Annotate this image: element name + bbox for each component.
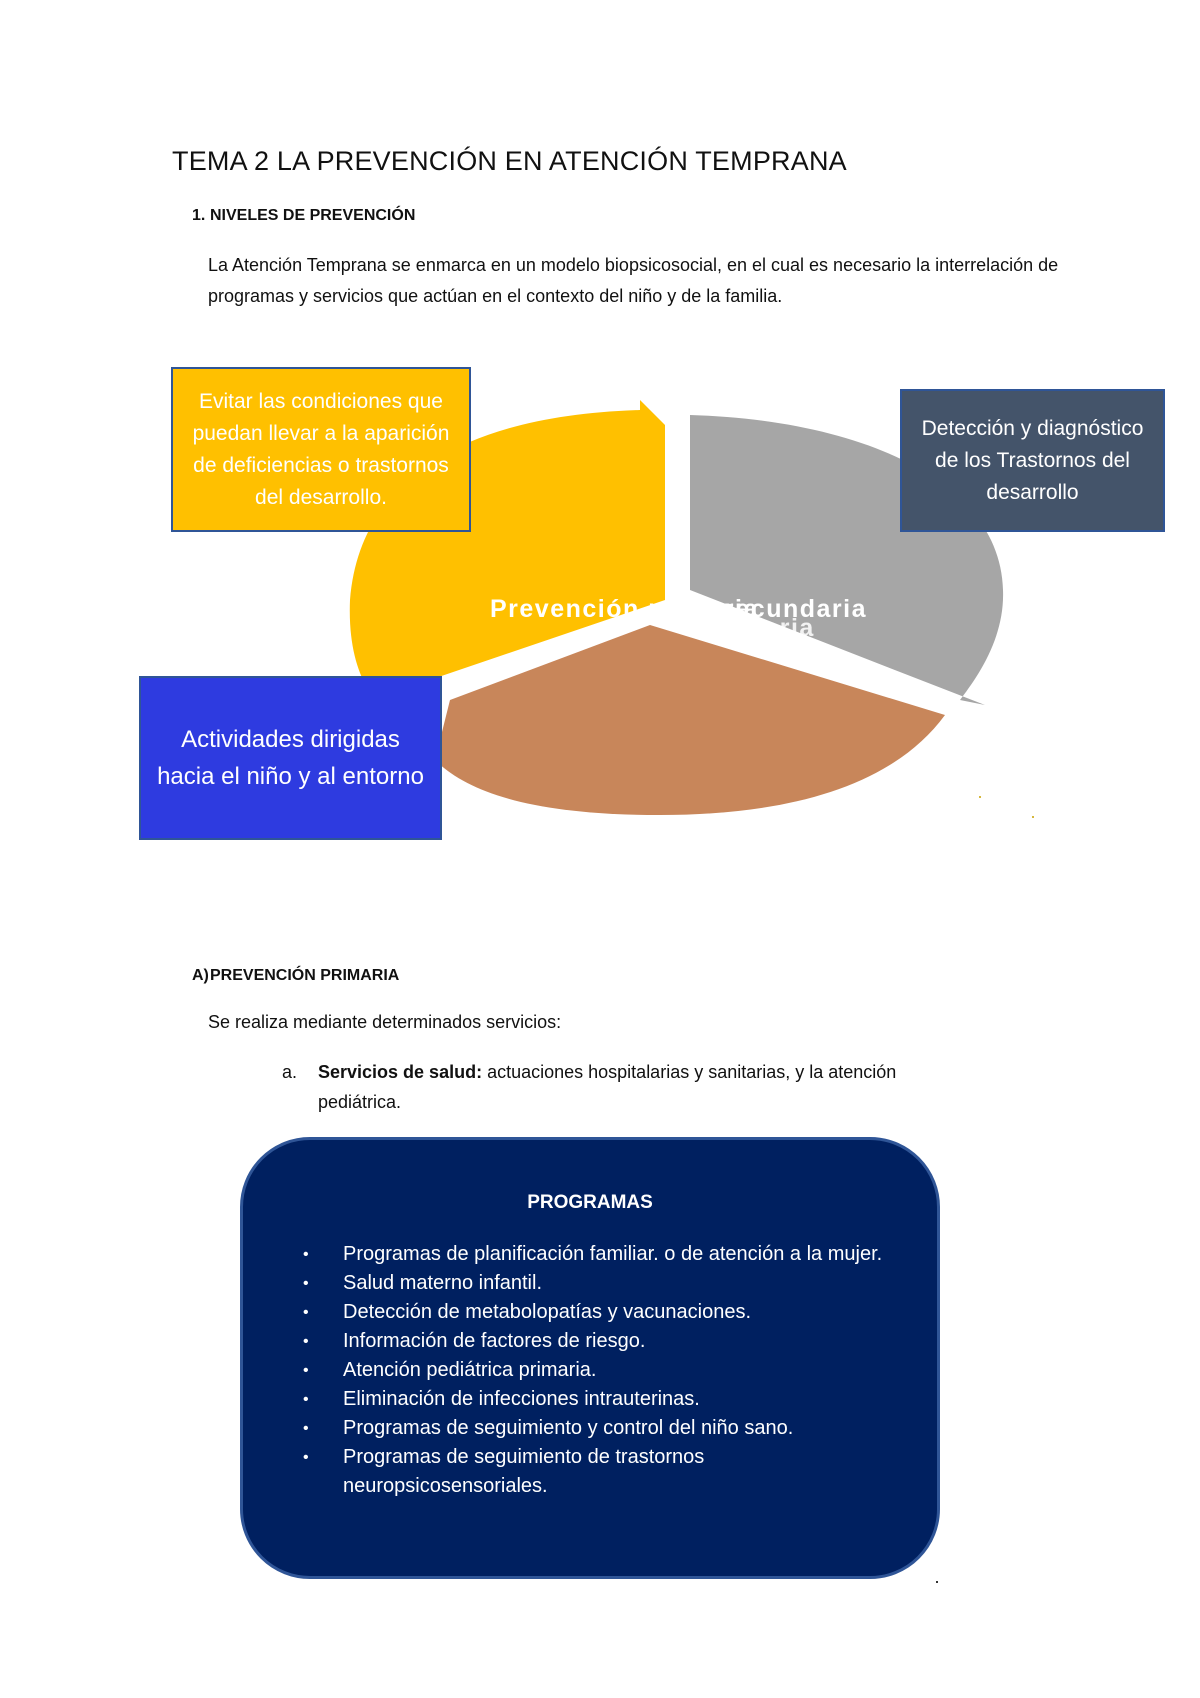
decorative-dot [979, 796, 981, 798]
item-number: a. [282, 1062, 298, 1082]
bullet: • [303, 1449, 309, 1466]
bullet: • [303, 1420, 309, 1437]
callout-secundaria: Detección y diagnóstico de los Trastornos del desarrollo [900, 389, 1165, 532]
program-text: Atención pediátrica primaria. [343, 1359, 597, 1381]
segment-label-terciaria: terciaria [704, 614, 815, 642]
list-item [303, 1443, 883, 1501]
section-heading-text: NIVELES DE PREVENCIÓN [210, 207, 416, 224]
list-item [282, 1057, 958, 1117]
item-text: actuaciones hospitalarias y sanitarias, y la atención pediátrica. [318, 1062, 897, 1112]
bullet: • [303, 1391, 309, 1408]
segment-label-primaria: Prevención primaria [490, 595, 759, 623]
program-text: Programas de seguimiento de trastornos neuropsicosensoriales. [343, 1446, 705, 1497]
section-heading-prevencion-primaria [192, 967, 400, 985]
decorative-dot [1032, 816, 1034, 818]
section-number: A) [192, 967, 209, 984]
bullet: • [303, 1333, 309, 1350]
decorative-dot [936, 1581, 938, 1583]
programs-box [240, 1137, 940, 1579]
program-text: Información de factores de riesgo. [343, 1330, 646, 1352]
list-item [303, 1327, 883, 1356]
item-bold-label: Servicios de salud: [318, 1062, 483, 1082]
list-item [303, 1298, 883, 1327]
callout-terciaria: Actividades dirigidas hacia el niño y al entorno [139, 676, 442, 840]
program-text: Eliminación de infecciones intrauterinas. [343, 1388, 700, 1410]
list-item [303, 1414, 883, 1443]
bullet: • [303, 1304, 309, 1321]
programs-list [303, 1240, 883, 1501]
program-text: Programas de seguimiento y control del niño sano. [343, 1417, 794, 1439]
list-item [303, 1356, 883, 1385]
intro-paragraph: La Atención Temprana se enmarca en un modelo biopsicosocial, en el cual es necesario la interrelación de programas y servicios que actúan en el contexto del niño y de la familia. [208, 255, 1059, 306]
segment-label-secundaria: secundaria [720, 595, 868, 623]
list-item [303, 1385, 883, 1414]
callout-primaria: Evitar las condiciones que puedan llevar a la aparición de deficiencias o trastornos del desarrollo. [171, 367, 471, 532]
programs-title: PROGRAMAS [527, 1192, 653, 1213]
program-text: Salud materno infantil. [343, 1272, 543, 1294]
section-number: 1. [192, 207, 206, 224]
bullet: • [303, 1246, 309, 1263]
bullet: • [303, 1362, 309, 1379]
services-paragraph: Se realiza mediante determinados servicios: [208, 1012, 562, 1032]
list-item [303, 1269, 883, 1298]
program-text: Detección de metabolopatías y vacunaciones. [343, 1301, 752, 1323]
section-heading-text: PREVENCIÓN PRIMARIA [210, 967, 400, 984]
program-text: Programas de planificación familiar. o de atención a la mujer. [343, 1243, 883, 1265]
bullet: • [303, 1275, 309, 1292]
list-item [303, 1240, 883, 1269]
document-title: TEMA 2 LA PREVENCIÓN EN ATENCIÓN TEMPRANA [172, 146, 847, 176]
